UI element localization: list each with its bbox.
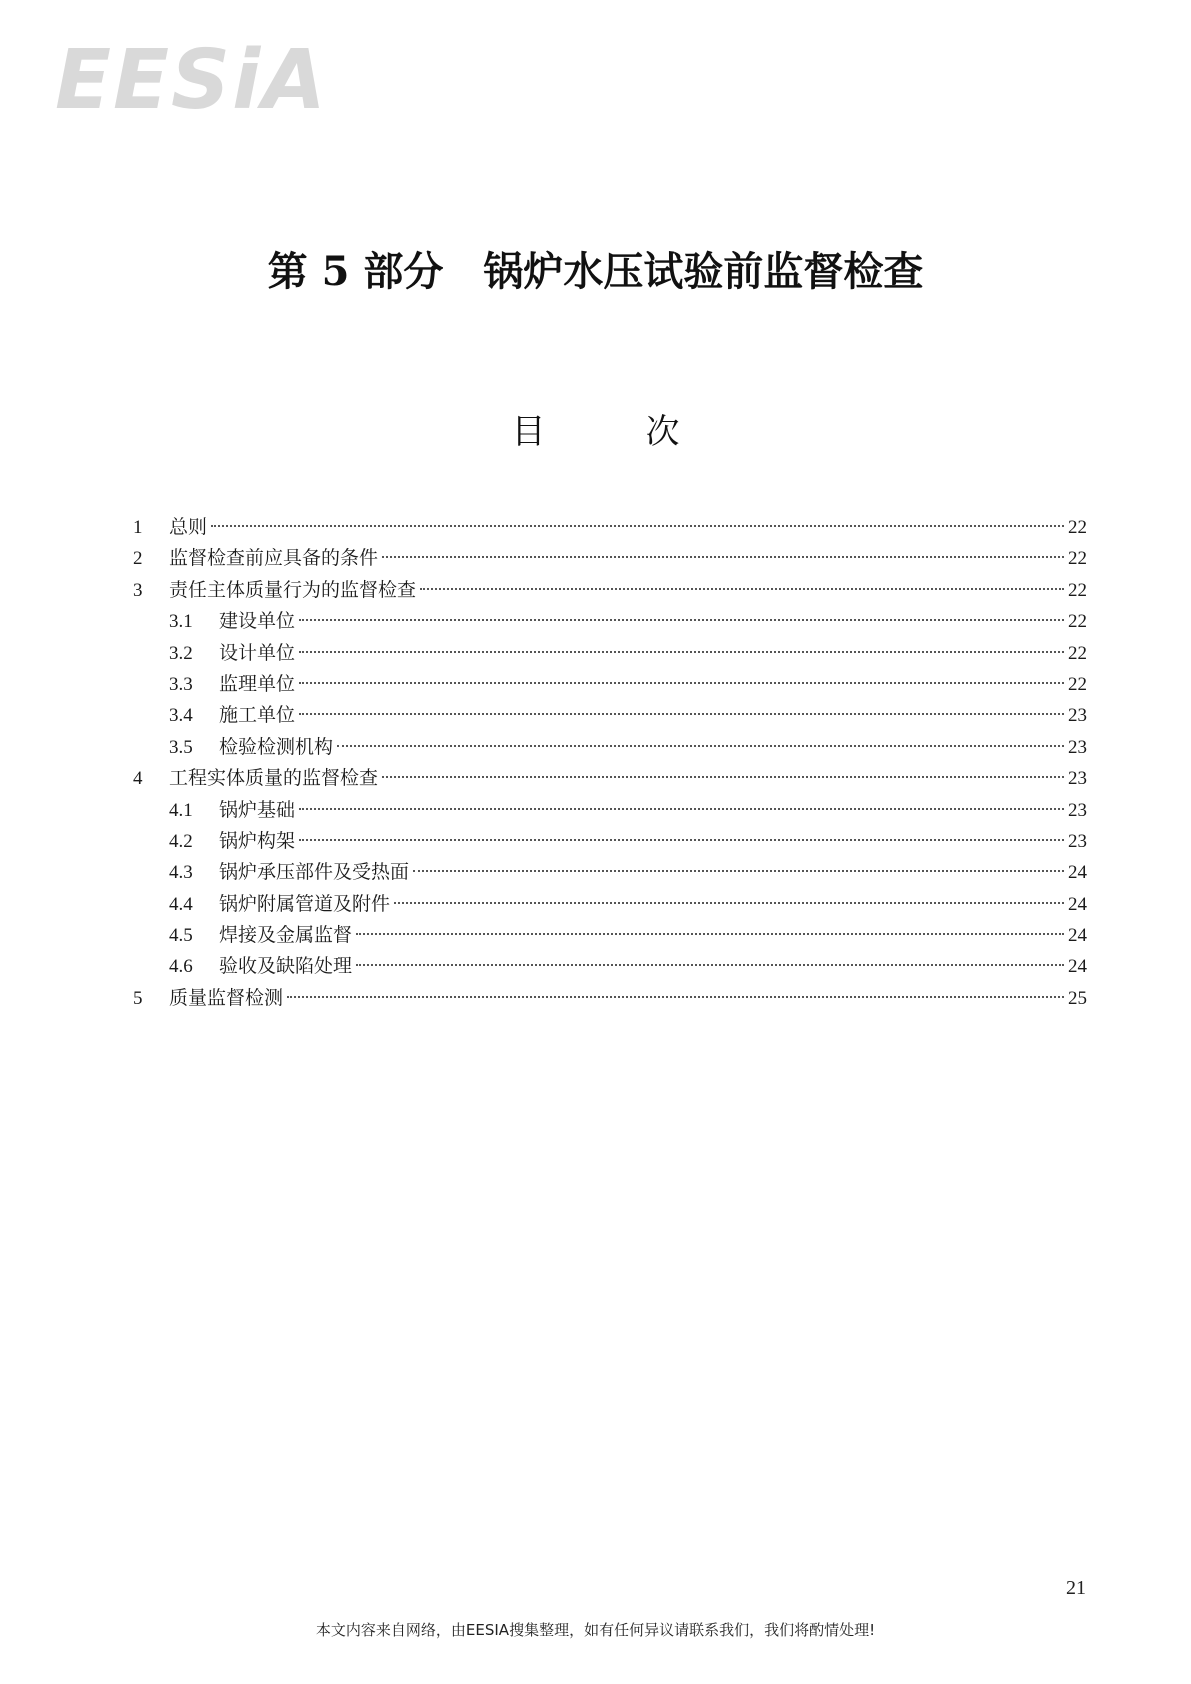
toc-entry-number: 4.6 — [169, 956, 193, 978]
toc-entry-number: 3.1 — [169, 611, 193, 633]
toc-entry-page: 25 — [1068, 987, 1087, 1009]
toc-dot-leader — [287, 996, 1064, 998]
toc-entry-number: 5 — [133, 987, 143, 1009]
toc-heading — [0, 412, 1191, 453]
toc-dot-leader — [337, 745, 1064, 747]
toc-entry-label: 锅炉附属管道及附件 — [219, 892, 391, 915]
eesia-logo-watermark: EESiA — [55, 33, 328, 128]
toc-entry-page: 22 — [1068, 673, 1087, 695]
toc-entry-number: 4.4 — [169, 893, 193, 915]
toc-entry[interactable] — [133, 700, 1087, 731]
toc-entry-label: 质量监督检测 — [169, 986, 284, 1009]
part-title — [0, 248, 1191, 296]
toc-entry-page: 24 — [1068, 862, 1087, 884]
toc-entry[interactable] — [133, 857, 1087, 888]
toc-dot-leader — [413, 870, 1064, 872]
part-number: 第 5 部分 — [267, 248, 444, 295]
toc-entry-number: 1 — [133, 517, 143, 538]
toc-entry-label: 焊接及金属监督 — [219, 924, 353, 947]
toc-entry[interactable] — [133, 826, 1087, 857]
toc-entry-number: 3.2 — [169, 642, 193, 664]
toc-entry-page: 24 — [1068, 893, 1087, 915]
toc-dot-leader — [299, 839, 1064, 841]
toc-entry[interactable] — [133, 606, 1087, 637]
toc-entry-number: 3.3 — [169, 673, 193, 695]
toc-dot-leader — [299, 808, 1064, 810]
toc-entry[interactable] — [133, 763, 1087, 794]
toc-entry-page: 22 — [1068, 548, 1087, 570]
toc-entry-label: 验收及缺陷处理 — [219, 955, 353, 978]
toc-dot-leader — [382, 776, 1064, 778]
toc-entry[interactable] — [133, 669, 1087, 700]
toc-entry-page: 23 — [1068, 799, 1087, 821]
toc-entry-page: 24 — [1068, 925, 1087, 947]
toc-entry-label: 施工单位 — [219, 704, 296, 727]
part-name: 锅炉水压试验前监督检查 — [483, 248, 924, 295]
footer-note: 本文内容来自网络，由EESIA搜集整理，如有任何异议请联系我们，我们将酌情处理! — [315, 1621, 876, 1639]
toc-entry-label: 建设单位 — [219, 610, 296, 633]
toc-entry[interactable] — [133, 951, 1087, 982]
toc-entry-label: 锅炉承压部件及受热面 — [219, 861, 410, 884]
toc-entry[interactable] — [133, 575, 1087, 606]
table-of-contents — [133, 512, 1087, 1014]
toc-entry-page: 23 — [1068, 830, 1087, 852]
toc-dot-leader — [356, 933, 1064, 935]
page-number: 21 — [1066, 1577, 1086, 1599]
toc-entry[interactable] — [133, 889, 1087, 920]
toc-entry[interactable] — [133, 920, 1087, 951]
toc-entry-label: 监理单位 — [219, 672, 296, 695]
toc-entry-number: 2 — [133, 548, 143, 570]
toc-entry-number: 3.5 — [169, 736, 193, 758]
toc-entry-page: 23 — [1068, 768, 1087, 790]
toc-entry-page: 23 — [1068, 705, 1087, 727]
toc-dot-leader — [356, 964, 1064, 966]
toc-entry-label: 锅炉基础 — [219, 798, 296, 821]
toc-entry[interactable] — [133, 512, 1087, 543]
toc-entry[interactable] — [133, 638, 1087, 669]
toc-entry-number: 3.4 — [169, 705, 193, 727]
toc-entry-page: 22 — [1068, 642, 1087, 664]
toc-dot-leader — [420, 588, 1064, 590]
toc-dot-leader — [299, 619, 1064, 621]
toc-entry-number: 3 — [133, 579, 143, 601]
toc-entry-label: 总则 — [169, 516, 208, 538]
toc-entry-label: 工程实体质量的监督检查 — [169, 767, 379, 790]
toc-entry-label: 检验检测机构 — [219, 735, 334, 758]
toc-entry-label: 锅炉构架 — [219, 829, 296, 852]
toc-entry-page: 24 — [1068, 956, 1087, 978]
toc-entry[interactable] — [133, 795, 1087, 826]
toc-entry-number: 4 — [133, 768, 143, 790]
toc-dot-leader — [382, 556, 1064, 558]
toc-entry-label: 设计单位 — [219, 641, 296, 664]
toc-entry-page: 22 — [1068, 579, 1087, 601]
toc-entry-number: 4.1 — [169, 799, 193, 821]
toc-entry-number: 4.3 — [169, 862, 193, 884]
toc-dot-leader — [299, 713, 1064, 715]
toc-entry[interactable] — [133, 983, 1087, 1014]
toc-entry-label: 责任主体质量行为的监督检查 — [169, 578, 417, 601]
toc-dot-leader — [299, 651, 1064, 653]
toc-entry-number: 4.2 — [169, 830, 193, 852]
toc-entry-page: 23 — [1068, 736, 1087, 758]
toc-entry-page: 22 — [1068, 517, 1087, 538]
toc-heading-right: 次 — [645, 412, 680, 452]
toc-dot-leader — [299, 682, 1064, 684]
toc-dot-leader — [394, 902, 1064, 904]
toc-dot-leader — [211, 525, 1064, 527]
toc-entry-page: 22 — [1068, 611, 1087, 633]
toc-entry-label: 监督检查前应具备的条件 — [169, 547, 379, 570]
toc-entry[interactable] — [133, 543, 1087, 574]
toc-entry[interactable] — [133, 732, 1087, 763]
toc-entry-number: 4.5 — [169, 925, 193, 947]
toc-heading-left: 目 — [511, 412, 546, 452]
